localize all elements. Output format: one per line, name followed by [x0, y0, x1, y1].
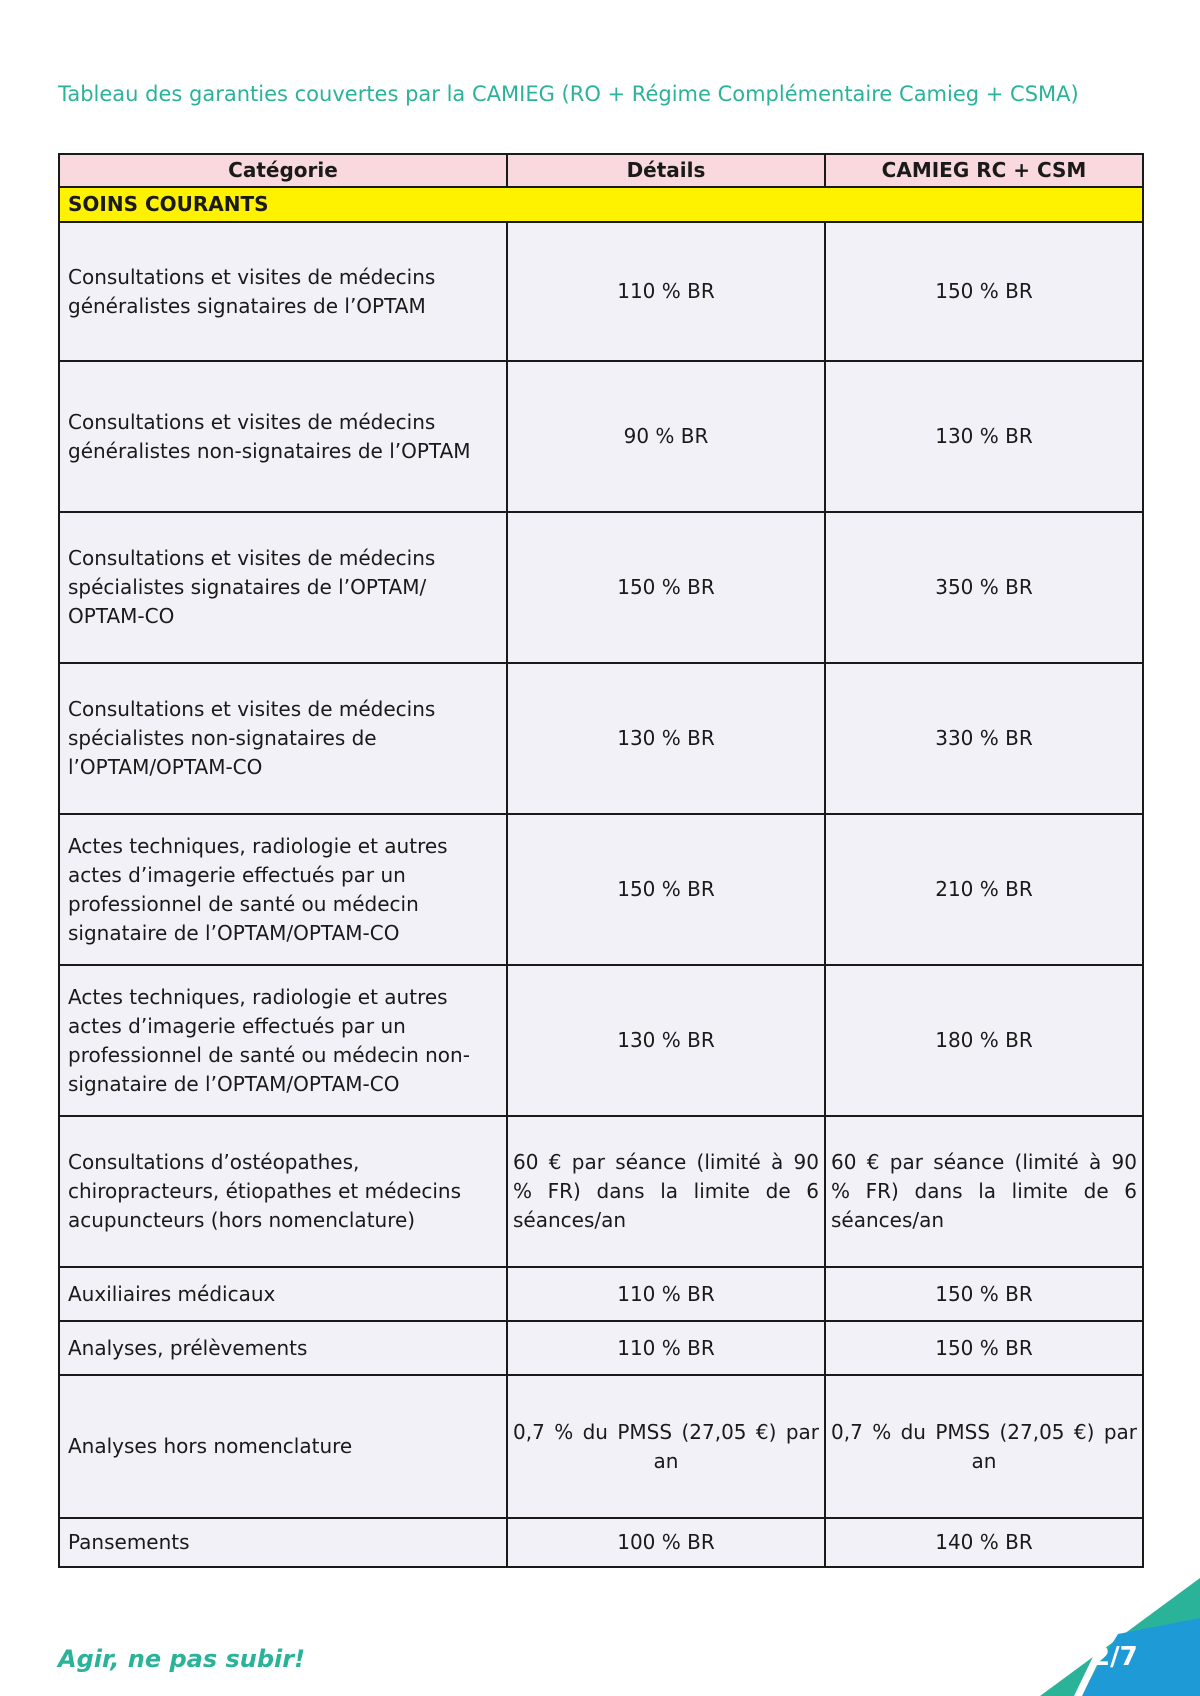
column-header-category: Catégorie [59, 154, 507, 187]
row-details: 110 % BR [507, 1321, 825, 1375]
table-row [59, 1375, 1143, 1518]
row-details: 100 % BR [507, 1518, 825, 1567]
table-row [59, 965, 1143, 1116]
row-details: 60 € par séance (limité à 90 % FR) dans la limite de 6 séances/an [507, 1116, 825, 1267]
table-header-row [59, 154, 1143, 187]
row-camieg: 210 % BR [825, 814, 1143, 965]
row-camieg: 60 € par séance (limité à 90 % FR) dans la limite de 6 séances/an [825, 1116, 1143, 1267]
row-details: 150 % BR [507, 512, 825, 663]
table-row [59, 663, 1143, 814]
section-row [59, 187, 1143, 222]
page-title: Tableau des garanties couvertes par la CAMIEG (RO + Régime Complémentaire Camieg + CSMA) [58, 82, 1079, 106]
row-details: 110 % BR [507, 1267, 825, 1321]
table-row [59, 361, 1143, 512]
row-camieg: 180 % BR [825, 965, 1143, 1116]
table-row [59, 1518, 1143, 1567]
row-category: Actes techniques, radiologie et autres actes d’imagerie effectués par un professionnel de santé ou médecin non-signataire de l’OPTAM/OPTAM-CO [59, 965, 507, 1116]
table-row [59, 512, 1143, 663]
column-header-camieg: CAMIEG RC + CSM [825, 154, 1143, 187]
table-row [59, 1116, 1143, 1267]
page-number: 2/7 [1092, 1642, 1138, 1672]
row-camieg: 350 % BR [825, 512, 1143, 663]
row-category: Consultations et visites de médecins spécialistes non-signataires de l’OPTAM/OPTAM-CO [59, 663, 507, 814]
row-camieg: 150 % BR [825, 1321, 1143, 1375]
row-details: 130 % BR [507, 663, 825, 814]
row-details: 130 % BR [507, 965, 825, 1116]
section-title: SOINS COURANTS [59, 187, 1143, 222]
row-category: Pansements [59, 1518, 507, 1567]
row-camieg: 130 % BR [825, 361, 1143, 512]
table-row [59, 222, 1143, 361]
table-row [59, 1267, 1143, 1321]
row-camieg: 150 % BR [825, 222, 1143, 361]
row-category: Consultations d’ostéopathes, chiropracteurs, étiopathes et médecins acupuncteurs (hors nomenclature) [59, 1116, 507, 1267]
row-category: Consultations et visites de médecins généralistes non-signataires de l’OPTAM [59, 361, 507, 512]
guarantees-table [58, 153, 1144, 1568]
table-row [59, 814, 1143, 965]
row-category: Consultations et visites de médecins spécialistes signataires de l’OPTAM/ OPTAM-CO [59, 512, 507, 663]
row-details: 110 % BR [507, 222, 825, 361]
row-camieg: 330 % BR [825, 663, 1143, 814]
page-corner-decoration [1040, 1578, 1200, 1696]
row-camieg: 150 % BR [825, 1267, 1143, 1321]
row-category: Analyses, prélèvements [59, 1321, 507, 1375]
row-camieg: 0,7 % du PMSS (27,05 €) par an [825, 1375, 1143, 1518]
row-category: Consultations et visites de médecins généralistes signataires de l’OPTAM [59, 222, 507, 361]
footer-slogan: Agir, ne pas subir! [58, 1645, 306, 1673]
row-camieg: 140 % BR [825, 1518, 1143, 1567]
row-category: Auxiliaires médicaux [59, 1267, 507, 1321]
row-category: Analyses hors nomenclature [59, 1375, 507, 1518]
column-header-details: Détails [507, 154, 825, 187]
table-row [59, 1321, 1143, 1375]
row-details: 0,7 % du PMSS (27,05 €) par an [507, 1375, 825, 1518]
row-details: 150 % BR [507, 814, 825, 965]
row-category: Actes techniques, radiologie et autres actes d’imagerie effectués par un professionnel de santé ou médecin signataire de l’OPTAM/OPTAM-CO [59, 814, 507, 965]
row-details: 90 % BR [507, 361, 825, 512]
